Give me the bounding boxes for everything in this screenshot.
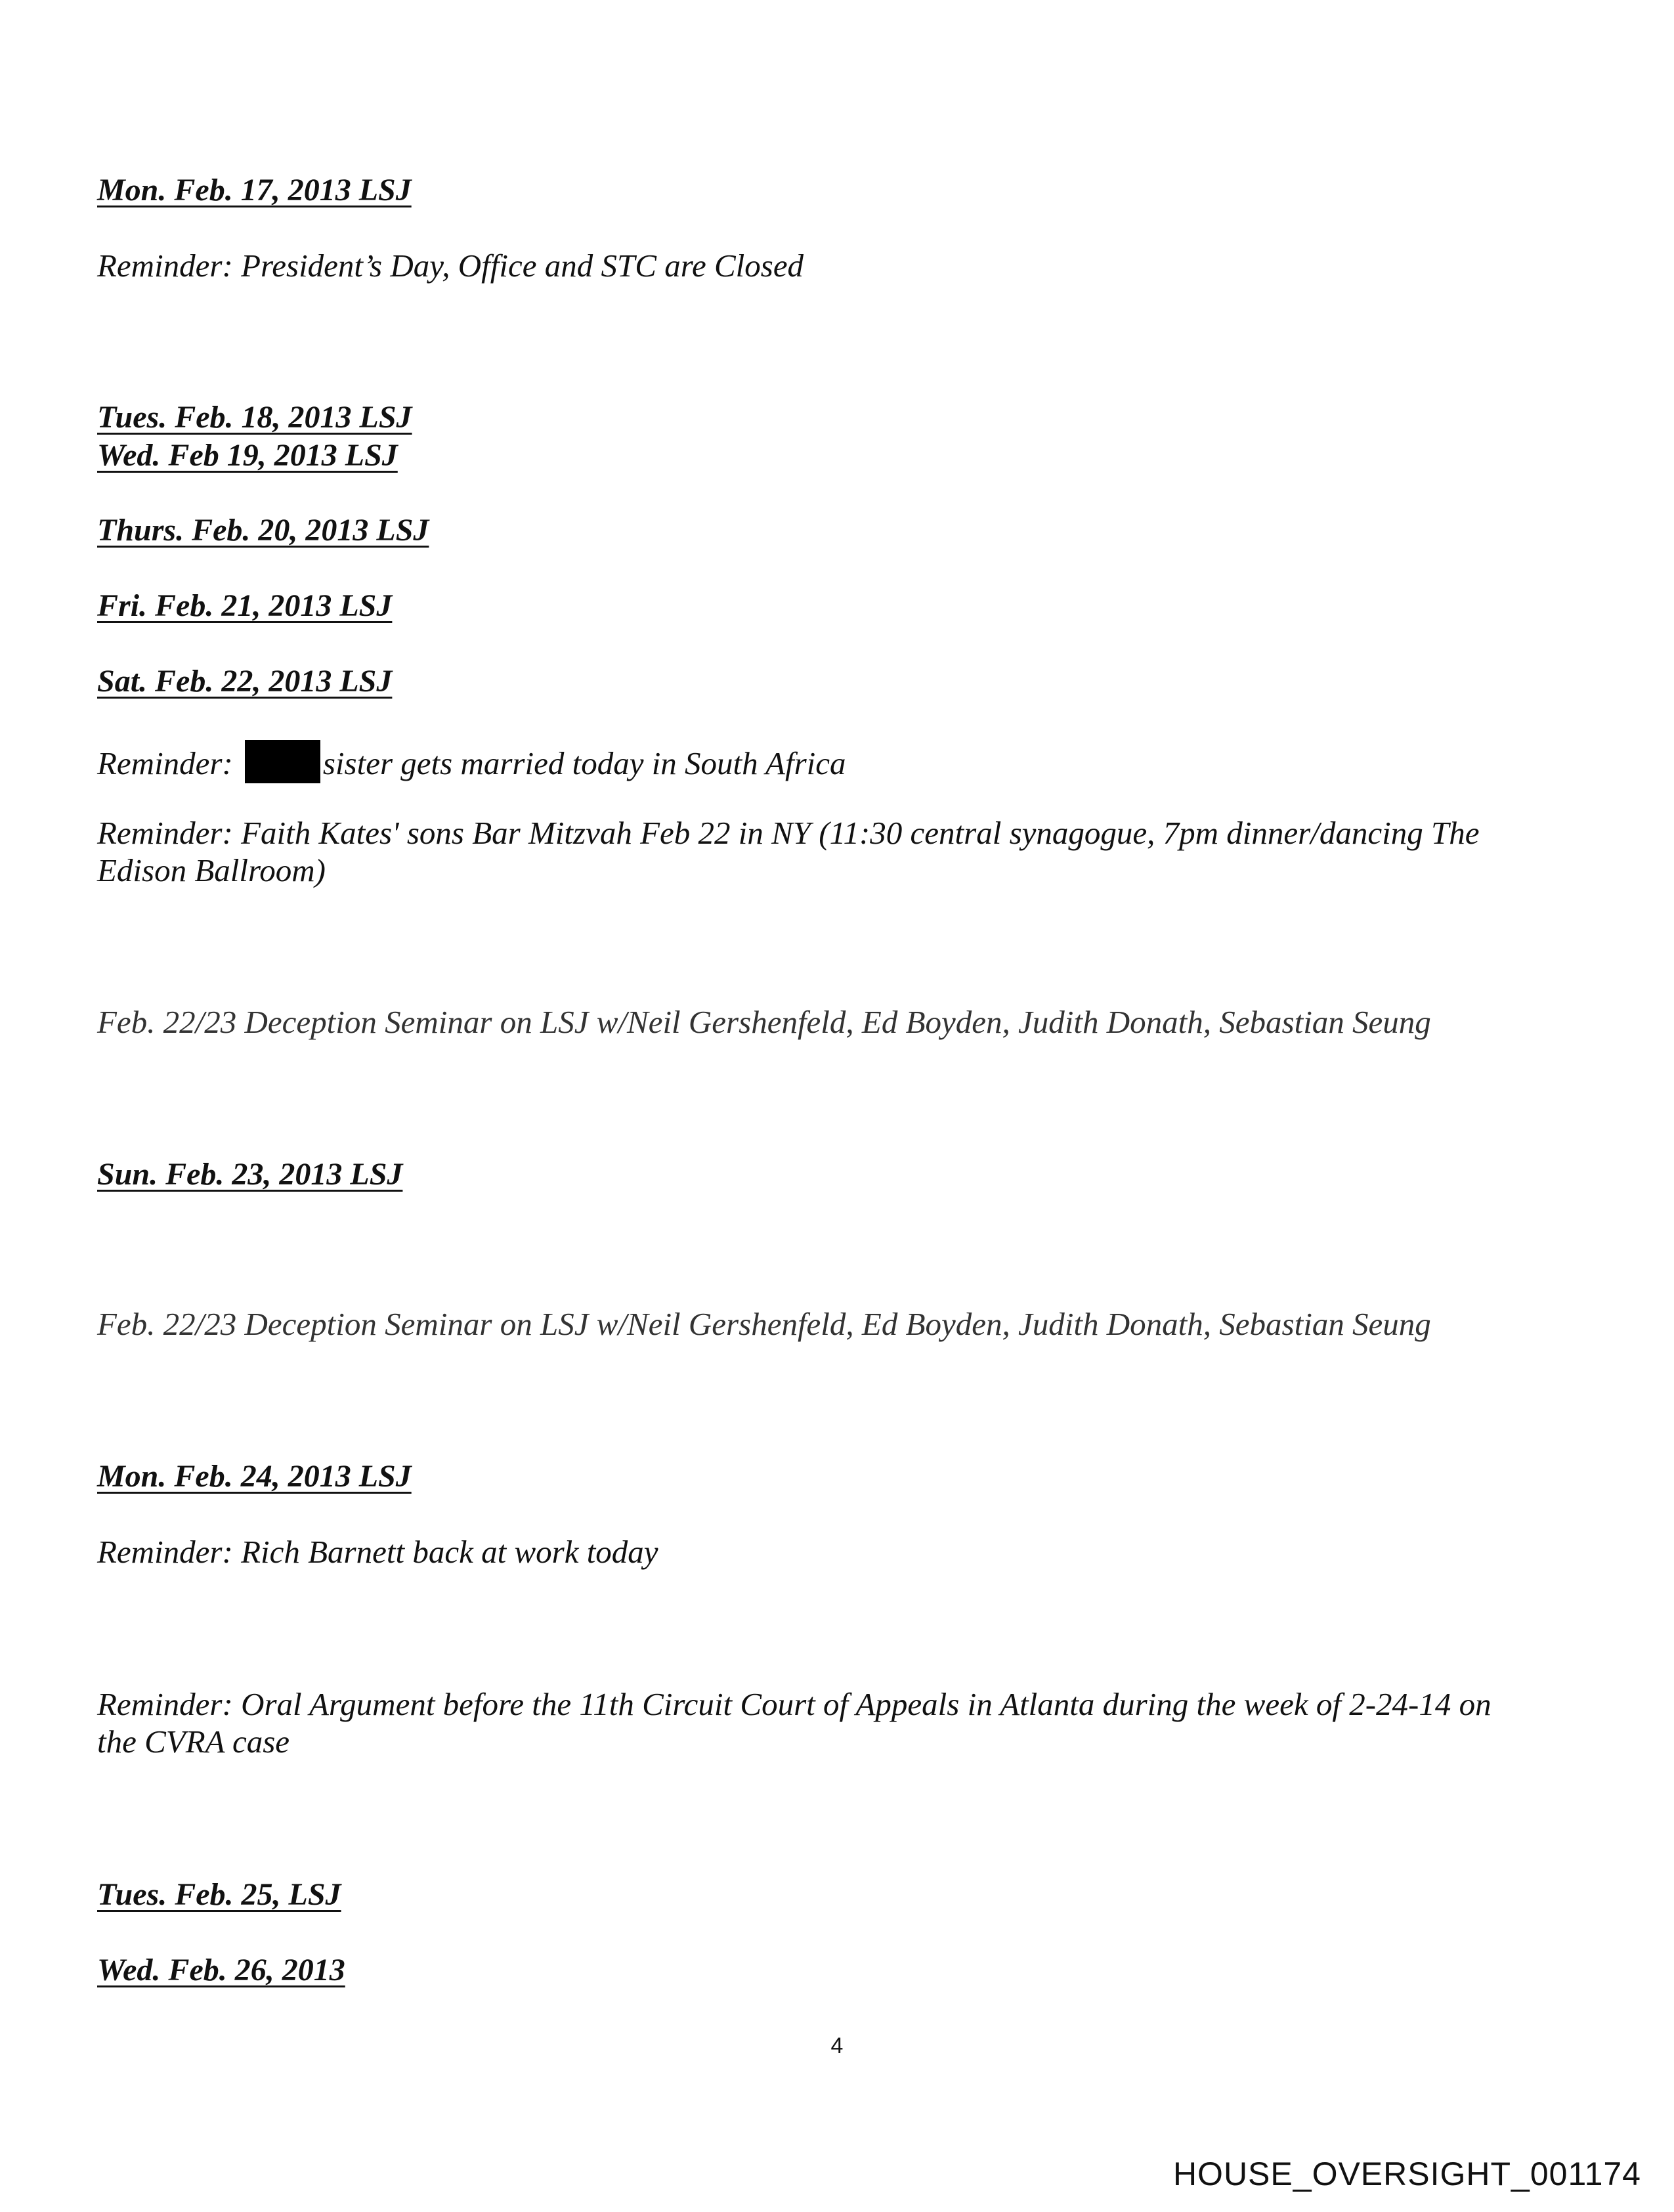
date-heading-feb-25: Tues. Feb. 25, LSJ <box>97 1877 341 1912</box>
date-heading-feb-24: Mon. Feb. 24, 2013 LSJ <box>97 1459 412 1494</box>
reminder-sister-wedding-suffix: sister gets married today in South Africa <box>322 745 846 781</box>
date-heading-feb-21: Fri. Feb. 21, 2013 LSJ <box>97 588 393 623</box>
date-heading-feb-18: Tues. Feb. 18, 2013 LSJ <box>97 400 412 435</box>
reminder-oral-argument: Reminder: Oral Argument before the 11th Circuit Court of Appeals in Atlanta during the week of 2-24-14 on the CVRA case <box>97 1686 1492 1760</box>
date-heading-feb-22: Sat. Feb. 22, 2013 LSJ <box>97 664 393 699</box>
reminder-sister-wedding <box>97 740 846 783</box>
reminder-sister-wedding-prefix: Reminder: <box>97 745 233 781</box>
reminder-presidents-day: Reminder: President’s Day, Office and STC are Closed <box>97 248 804 284</box>
deception-seminar-note-1: Feb. 22/23 Deception Seminar on LSJ w/Neil Gershenfeld, Ed Boyden, Judith Donath, Sebastian Seung <box>97 1004 1431 1040</box>
page-number: 4 <box>830 2033 844 2058</box>
deception-seminar-note-2: Feb. 22/23 Deception Seminar on LSJ w/Neil Gershenfeld, Ed Boyden, Judith Donath, Sebastian Seung <box>97 1306 1431 1342</box>
date-heading-feb-17: Mon. Feb. 17, 2013 LSJ <box>97 173 412 207</box>
date-heading-feb-20: Thurs. Feb. 20, 2013 LSJ <box>97 513 429 548</box>
date-heading-feb-19: Wed. Feb 19, 2013 LSJ <box>97 438 398 473</box>
reminder-bar-mitzvah: Reminder: Faith Kates' sons Bar Mitzvah Feb 22 in NY (11:30 central synagogue, 7pm dinner/dancing The Edison Ballroom) <box>97 815 1480 888</box>
date-heading-feb-23: Sun. Feb. 23, 2013 LSJ <box>97 1157 403 1192</box>
date-heading-feb-26: Wed. Feb. 26, 2013 <box>97 1953 345 1987</box>
reminder-rich-barnett: Reminder: Rich Barnett back at work today <box>97 1534 658 1570</box>
redaction-box <box>245 740 320 783</box>
bates-number: HOUSE_OVERSIGHT_001174 <box>1172 2156 1641 2192</box>
